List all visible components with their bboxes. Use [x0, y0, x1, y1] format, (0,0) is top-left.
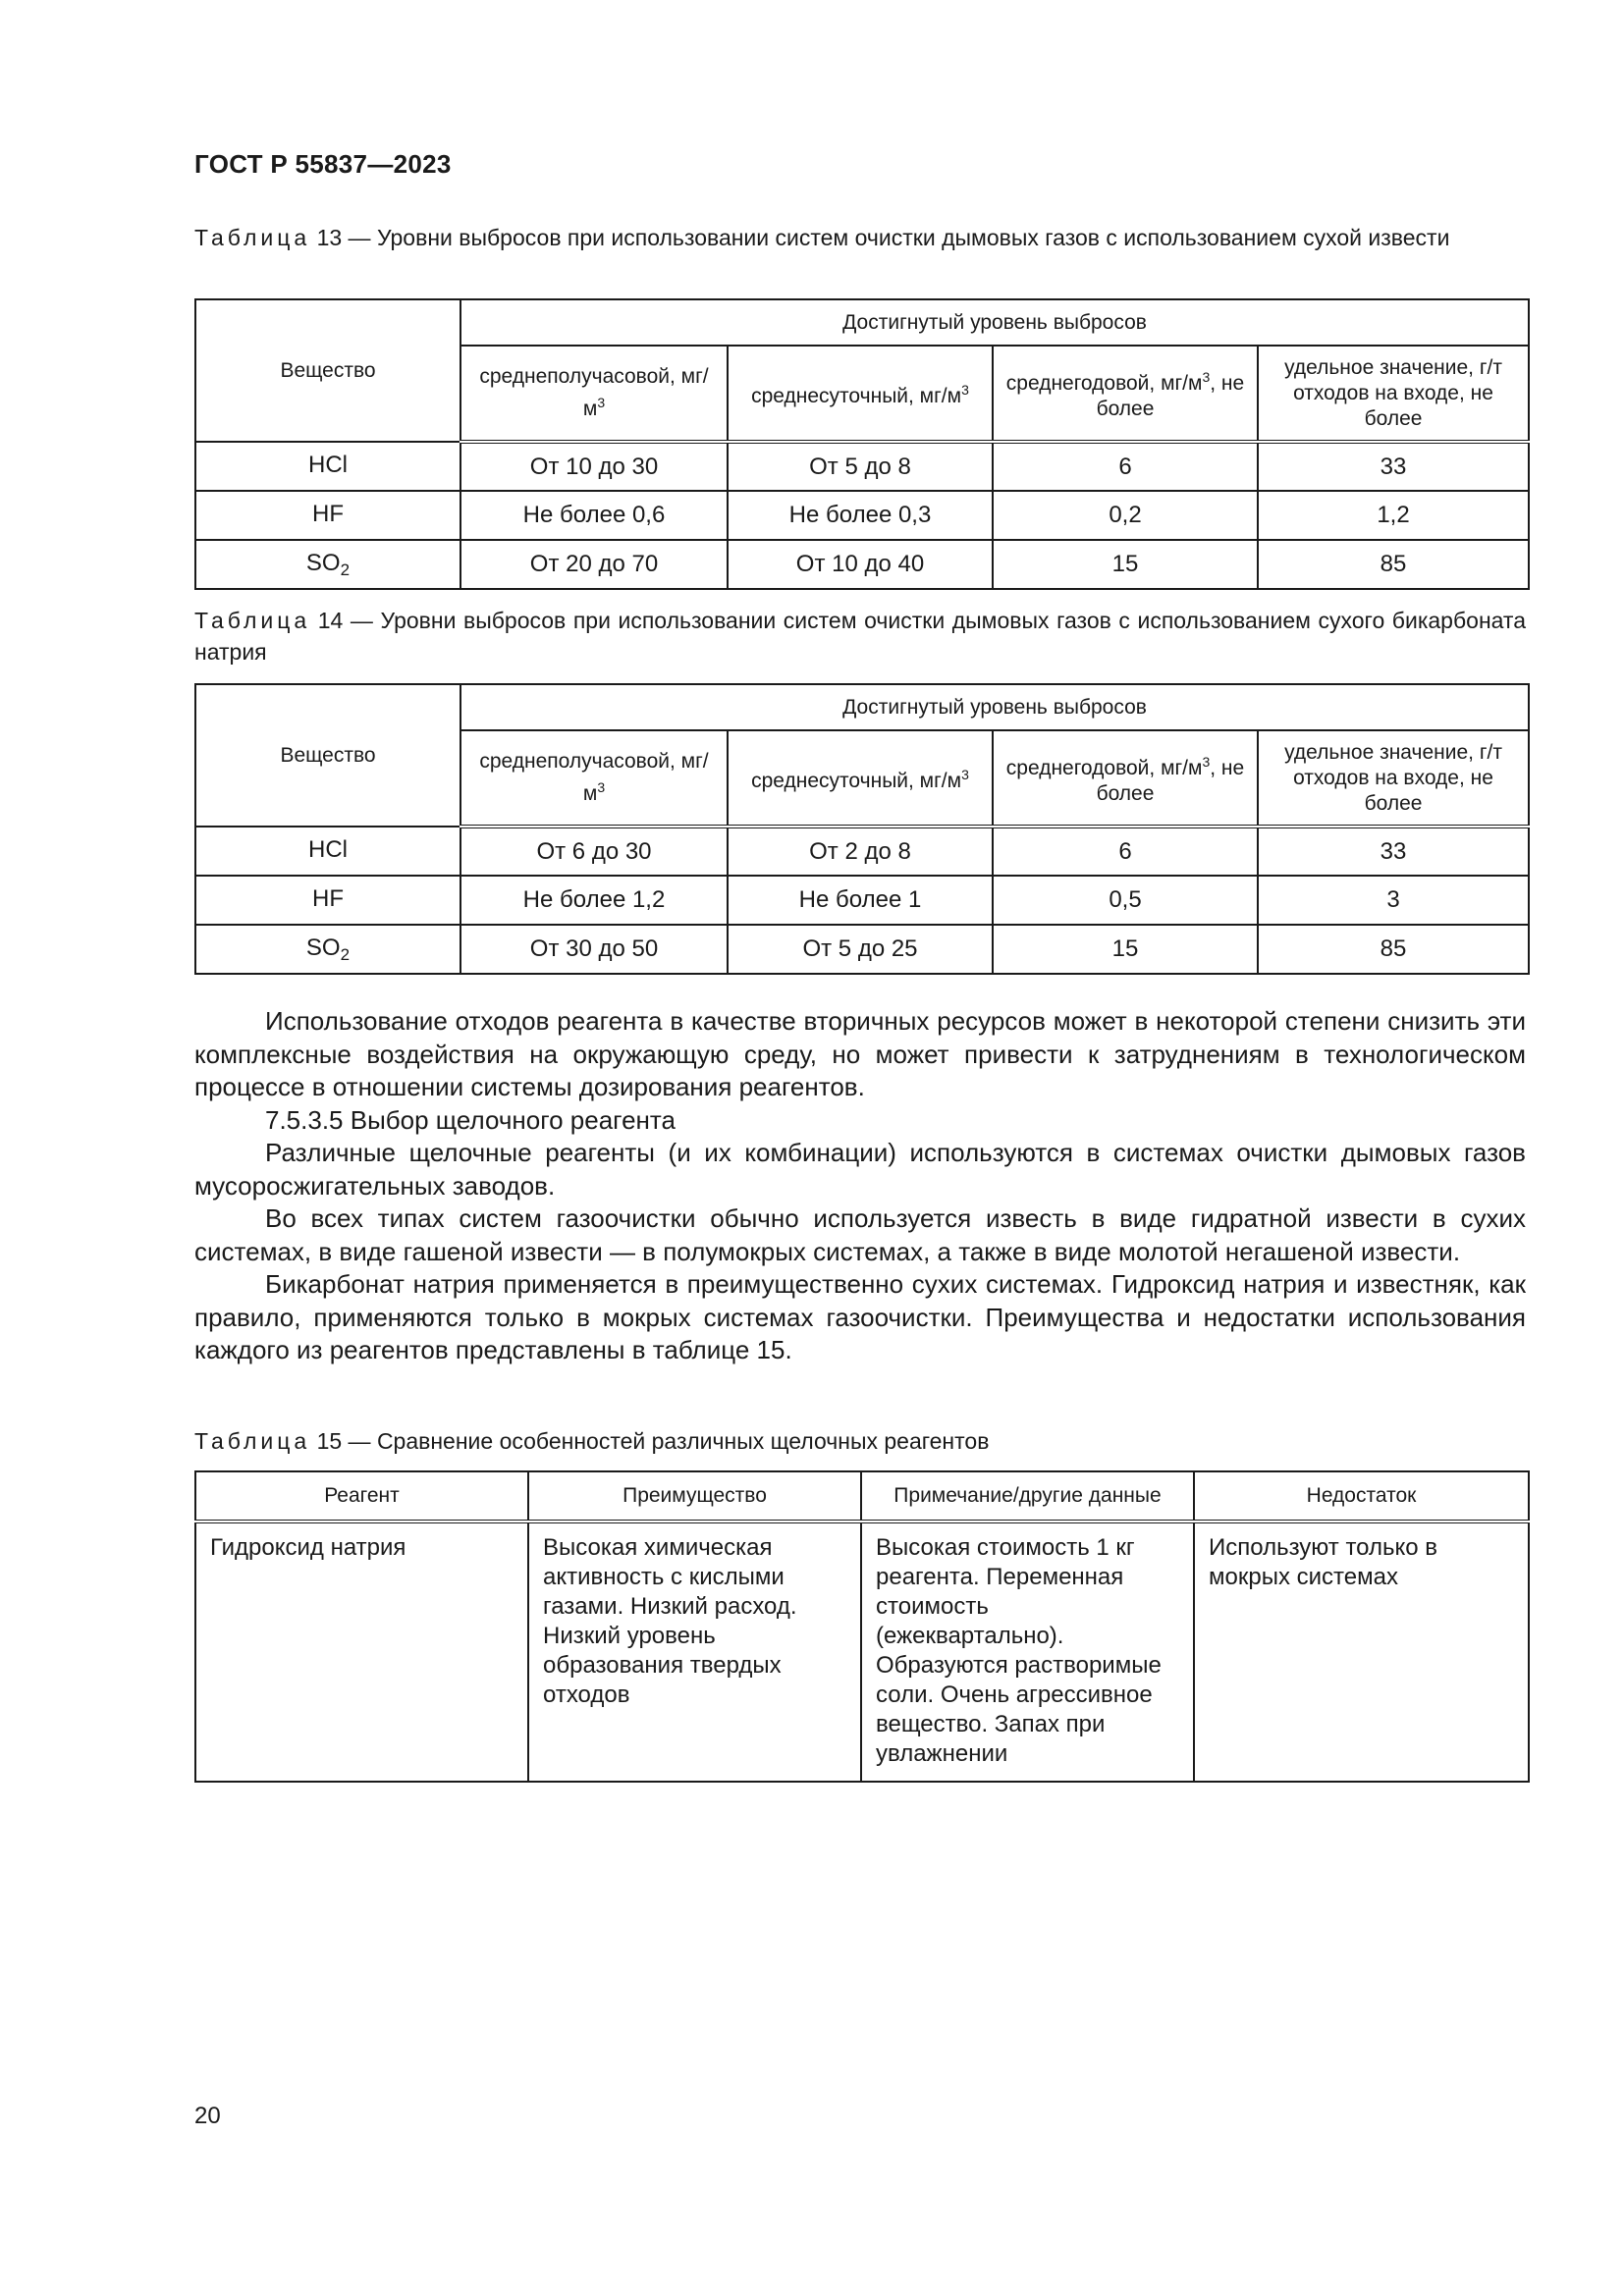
table13-header-specific: удельное значение, г/т отходов на входе, не более	[1258, 346, 1529, 442]
table14-header-halfhour: среднеполучасовой, $мг/м^3$	[460, 730, 728, 827]
table13-header-halfhour: среднеполучасовой, $мг/м^3$	[460, 346, 728, 442]
page-number: 20	[194, 2103, 221, 2129]
table15-caption	[194, 1425, 1526, 1457]
table13-cell-specific: 85	[1258, 540, 1529, 589]
table13-header-substance: Вещество	[195, 299, 460, 442]
table13-cell-halfhour: От 20 до 70	[460, 540, 728, 589]
table15-caption-label: Таблица	[194, 1428, 311, 1454]
table-row	[195, 1522, 1529, 1782]
paragraph: Во всех типах систем газоочистки обычно используется известь в виде гидратной извести в сухих системах, в виде гашеной извести — в полумокрых системах, а также в виде молотой негашеной извести.	[194, 1203, 1526, 1266]
table14-caption	[194, 605, 1526, 667]
table15-cell-note: Высокая стоимость 1 кг реагента. Переменная стоимость (ежеквартально). Образуются растворимые соли. Очень агрессивное вещество. Запах при увлажнении	[861, 1522, 1194, 1782]
document-header: ГОСТ Р 55837—2023	[194, 149, 452, 179]
table14-header-group: Достигнутый уровень выбросов	[460, 684, 1529, 730]
paragraph: Использование отходов реагента в качестве вторичных ресурсов может в некоторой степени снизить эти комплексные воздействия на окружающую среду, но может привести к затруднениям в технологическом процессе в отношении системы дозирования реагентов.	[194, 1006, 1526, 1101]
table14-cell-halfhour: Не более 1,2	[460, 876, 728, 925]
table13-cell-halfhour: Не более 0,6	[460, 491, 728, 540]
table15-header-drawback: Недостаток	[1194, 1471, 1529, 1522]
table14-cell-daily: От 2 до 8	[728, 827, 993, 876]
table-row	[195, 925, 1529, 974]
table13-cell-specific: 33	[1258, 442, 1529, 491]
table13-cell-daily: От 10 до 40	[728, 540, 993, 589]
body-text	[194, 1005, 1526, 1367]
table14-header-daily: среднесуточный, $мг/м^3$	[728, 730, 993, 827]
table13-caption-label: Таблица	[194, 225, 311, 250]
table13-cell-substance: HCl	[195, 442, 460, 491]
table13-cell-daily: Не более 0,3	[728, 491, 993, 540]
table14-cell-yearly: 15	[993, 925, 1258, 974]
table14-cell-yearly: 6	[993, 827, 1258, 876]
table14-cell-daily: От 5 до 25	[728, 925, 993, 974]
table14-header-specific: удельное значение, г/т отходов на входе, не более	[1258, 730, 1529, 827]
paragraph: Бикарбонат натрия применяется в преимущественно сухих системах. Гидроксид натрия и известняк, как правило, применяются только в мокрых системах газоочистки. Преимущества и недостатки использования каждого из реагентов представлены в таблице 15.	[194, 1269, 1526, 1364]
table15-header-advantage: Преимущество	[528, 1471, 861, 1522]
table13-cell-yearly: 15	[993, 540, 1258, 589]
table14	[194, 683, 1530, 975]
table15	[194, 1470, 1530, 1783]
table13	[194, 298, 1530, 590]
table14-cell-substance: $SO_2$	[195, 925, 460, 974]
table15-cell-advantage: Высокая химическая активность с кислыми газами. Низкий расход. Низкий уровень образования твердых отходов	[528, 1522, 861, 1782]
table14-cell-substance: HF	[195, 876, 460, 925]
table14-cell-daily: Не более 1	[728, 876, 993, 925]
table14-cell-specific: 85	[1258, 925, 1529, 974]
table13-header-yearly: среднегодовой, $мг/м^3$, не более	[993, 346, 1258, 442]
table14-header-substance: Вещество	[195, 684, 460, 827]
table13-cell-substance: $SO_2$	[195, 540, 460, 589]
table-row	[195, 442, 1529, 491]
table14-cell-yearly: 0,5	[993, 876, 1258, 925]
table14-cell-halfhour: От 30 до 50	[460, 925, 728, 974]
table15-cell-drawback: Используют только в мокрых системах	[1194, 1522, 1529, 1782]
table13-caption	[194, 222, 1526, 253]
table15-caption-text: 15 — Сравнение особенностей различных щелочных реагентов	[310, 1428, 990, 1454]
table14-cell-specific: 3	[1258, 876, 1529, 925]
table-row	[195, 491, 1529, 540]
table13-cell-substance: HF	[195, 491, 460, 540]
table13-cell-daily: От 5 до 8	[728, 442, 993, 491]
table13-header-group: Достигнутый уровень выбросов	[460, 299, 1529, 346]
table-row	[195, 876, 1529, 925]
table15-header-reagent: Реагент	[195, 1471, 528, 1522]
table13-cell-specific: 1,2	[1258, 491, 1529, 540]
table14-caption-text: 14 — Уровни выбросов при использовании систем очистки дымовых газов с использованием сухого бикарбоната натрия	[194, 608, 1526, 665]
table14-caption-label: Таблица	[194, 608, 311, 633]
table-row	[195, 827, 1529, 876]
table14-header-yearly: среднегодовой, $мг/м^3$, не более	[993, 730, 1258, 827]
table13-caption-text: 13 — Уровни выбросов при использовании систем очистки дымовых газов с использованием сухой извести	[310, 225, 1450, 250]
table13-cell-yearly: 6	[993, 442, 1258, 491]
paragraph: Различные щелочные реагенты (и их комбинации) используются в системах очистки дымовых газов мусоросжигательных заводов.	[194, 1138, 1526, 1201]
table14-cell-halfhour: От 6 до 30	[460, 827, 728, 876]
table14-cell-specific: 33	[1258, 827, 1529, 876]
table14-cell-substance: HCl	[195, 827, 460, 876]
table13-cell-yearly: 0,2	[993, 491, 1258, 540]
table13-cell-halfhour: От 10 до 30	[460, 442, 728, 491]
table13-header-daily: среднесуточный, $мг/м^3$	[728, 346, 993, 442]
table-row	[195, 540, 1529, 589]
table15-header-note: Примечание/другие данные	[861, 1471, 1194, 1522]
section-heading: 7.5.3.5 Выбор щелочного реагента	[265, 1104, 676, 1135]
table15-cell-reagent: Гидроксид натрия	[195, 1522, 528, 1782]
